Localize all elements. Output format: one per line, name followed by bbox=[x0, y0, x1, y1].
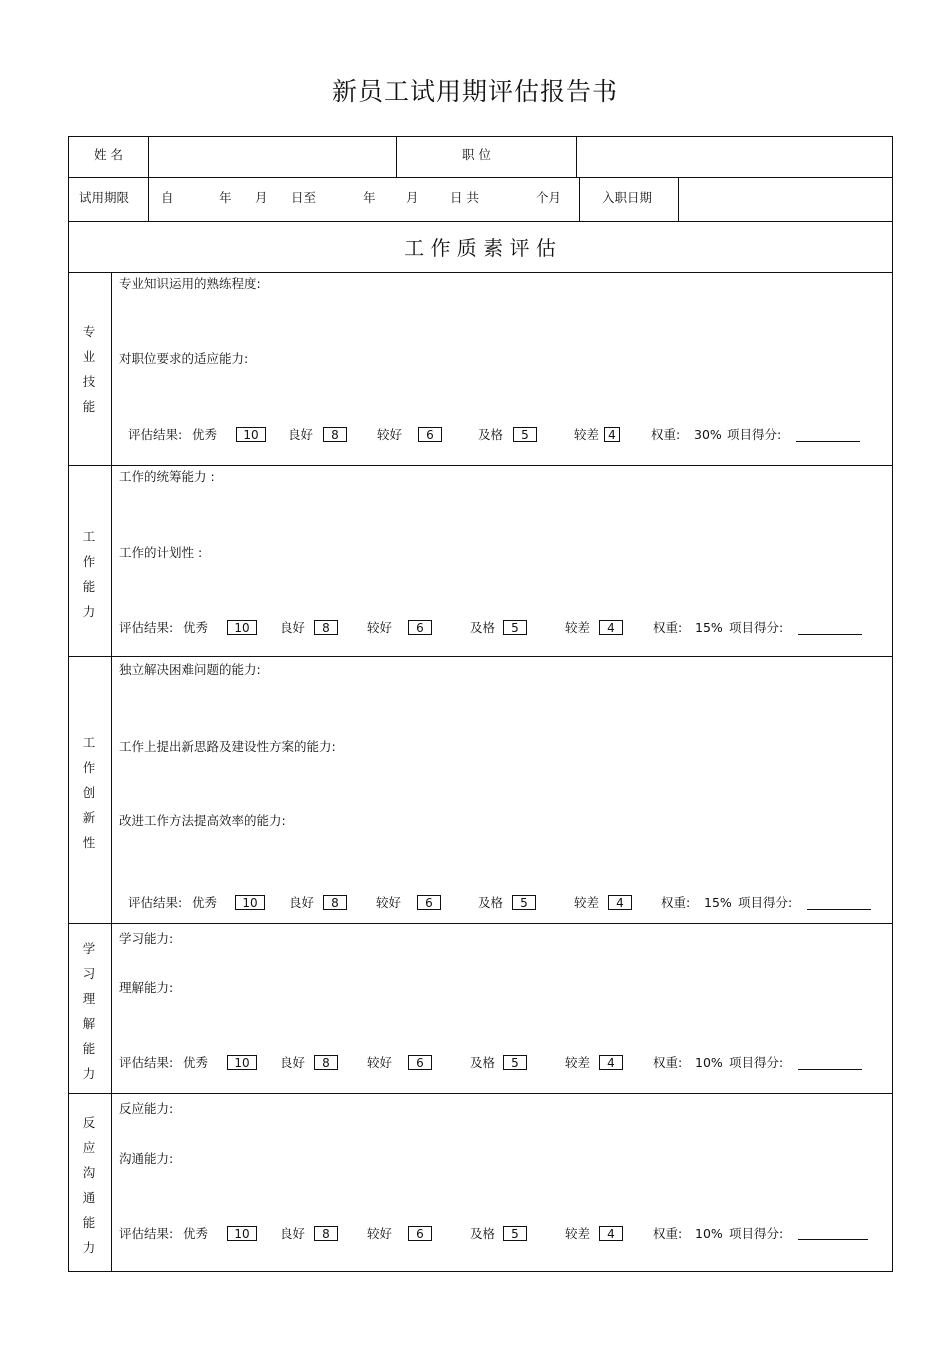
probation-period-field[interactable] bbox=[150, 179, 578, 220]
section-label-innovation: 工 作 创 新 性 bbox=[82, 735, 96, 850]
section-title: 工 作 质 素 评 估 bbox=[404, 236, 556, 260]
score-field[interactable] bbox=[796, 441, 860, 442]
period-year2: 年 bbox=[363, 190, 376, 205]
rating-box-excellent[interactable]: 10 bbox=[227, 1226, 257, 1241]
score-field[interactable] bbox=[807, 909, 871, 910]
rating-box-poor[interactable]: 4 bbox=[599, 1055, 623, 1070]
item-efficiency: 改进工作方法提高效率的能力: bbox=[119, 813, 286, 828]
item-response: 反应能力: bbox=[119, 1101, 174, 1116]
period-month2: 月 bbox=[406, 190, 419, 205]
rating-box-fairly-good[interactable]: 6 bbox=[408, 1226, 432, 1241]
weight-value: 10% bbox=[695, 1055, 723, 1070]
rating-box-poor[interactable]: 4 bbox=[608, 895, 632, 910]
rating-box-excellent[interactable]: 10 bbox=[227, 620, 257, 635]
rating-box-poor[interactable]: 4 bbox=[604, 427, 620, 442]
weight-value: 10% bbox=[695, 1226, 723, 1241]
score-field[interactable] bbox=[798, 1069, 862, 1070]
period-year1: 年 bbox=[219, 190, 232, 205]
name-field[interactable] bbox=[150, 138, 394, 176]
rating-box-pass[interactable]: 5 bbox=[503, 1226, 527, 1241]
rating-box-good[interactable]: 8 bbox=[323, 427, 347, 442]
rating-box-good[interactable]: 8 bbox=[323, 895, 347, 910]
section-label-communication: 反 应 沟 通 能 力 bbox=[82, 1115, 96, 1255]
rating-box-pass[interactable]: 5 bbox=[503, 620, 527, 635]
weight-value: 15% bbox=[695, 620, 723, 635]
rating-box-poor[interactable]: 4 bbox=[599, 620, 623, 635]
rating-box-good[interactable]: 8 bbox=[314, 1055, 338, 1070]
period-from: 自 bbox=[161, 190, 174, 205]
period-months: 个月 bbox=[536, 190, 562, 205]
weight-value: 30% bbox=[694, 427, 722, 442]
rating-box-fairly-good[interactable]: 6 bbox=[408, 620, 432, 635]
position-field[interactable] bbox=[578, 138, 890, 176]
item-planning: 工作的计划性 : bbox=[119, 545, 203, 560]
section-label-professional-skills: 专 业 技 能 bbox=[82, 324, 96, 414]
period-day-to: 日至 bbox=[291, 190, 317, 205]
rating-box-pass[interactable]: 5 bbox=[513, 427, 537, 442]
rating-box-pass[interactable]: 5 bbox=[503, 1055, 527, 1070]
score-field[interactable] bbox=[798, 634, 862, 635]
rating-box-fairly-good[interactable]: 6 bbox=[417, 895, 441, 910]
position-label: 职 位 bbox=[462, 147, 491, 162]
item-problem-solving: 独立解决困难问题的能力: bbox=[119, 662, 261, 677]
item-new-ideas: 工作上提出新思路及建设性方案的能力: bbox=[119, 739, 336, 754]
weight-value: 15% bbox=[704, 895, 732, 910]
section-label-learning: 学 习 理 解 能 力 bbox=[82, 941, 96, 1081]
probation-label: 试用期限 bbox=[79, 190, 130, 205]
hire-date-label: 入职日期 bbox=[602, 190, 653, 205]
rating-box-poor[interactable]: 4 bbox=[599, 1226, 623, 1241]
score-field[interactable] bbox=[798, 1239, 868, 1240]
section-label-work-ability: 工 作 能 力 bbox=[82, 529, 96, 619]
rating-box-excellent[interactable]: 10 bbox=[235, 895, 265, 910]
item-learning: 学习能力: bbox=[119, 931, 174, 946]
rating-box-excellent[interactable]: 10 bbox=[227, 1055, 257, 1070]
hire-date-field[interactable] bbox=[680, 179, 890, 220]
rating-box-fairly-good[interactable]: 6 bbox=[408, 1055, 432, 1070]
period-day-total: 日 共 bbox=[450, 190, 479, 205]
rating-box-fairly-good[interactable]: 6 bbox=[418, 427, 442, 442]
document-title: 新员工试用期评估报告书 bbox=[331, 77, 618, 106]
item-communication: 沟通能力: bbox=[119, 1151, 174, 1166]
rating-box-excellent[interactable]: 10 bbox=[236, 427, 266, 442]
period-month1: 月 bbox=[255, 190, 268, 205]
rating-box-pass[interactable]: 5 bbox=[512, 895, 536, 910]
item-coordination: 工作的统筹能力 : bbox=[119, 469, 215, 484]
item-job-adaptability: 对职位要求的适应能力: bbox=[119, 351, 249, 366]
name-label: 姓 名 bbox=[94, 147, 123, 162]
rating-box-good[interactable]: 8 bbox=[314, 1226, 338, 1241]
rating-box-good[interactable]: 8 bbox=[314, 620, 338, 635]
item-professional-knowledge: 专业知识运用的熟练程度: bbox=[119, 276, 261, 291]
item-understanding: 理解能力: bbox=[119, 980, 174, 995]
